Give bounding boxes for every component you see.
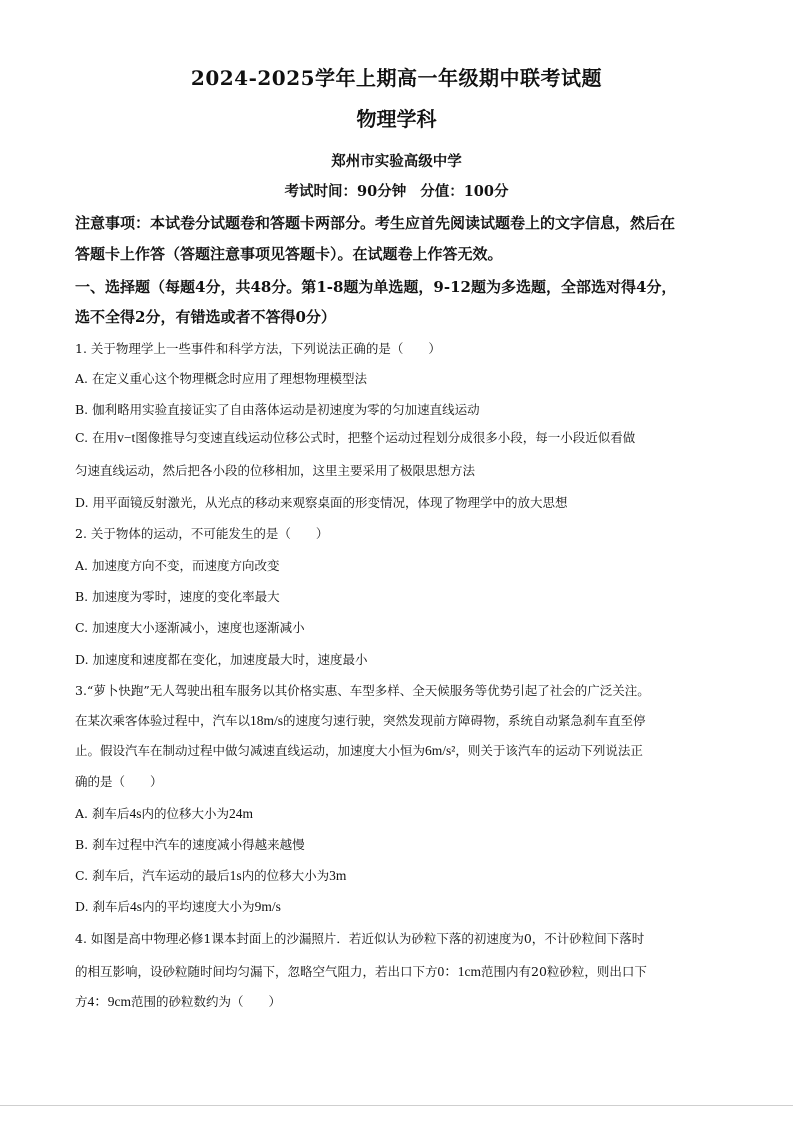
section-heading-line-1: 一、选择题（每题4分，共48分。第1-8题为单选题，9-12题为多选题，全部选对得4分， [75,278,677,296]
page-bottom-rule [0,1105,793,1106]
q3-option-a [75,804,253,822]
q3-accel-value: 6m/s² [425,743,456,758]
exam-time-info [0,180,793,201]
q1-option-c-pre: C. 在用 [75,430,118,445]
section-heading-line-2: 选不全得2分，有错选或者不答得0分） [75,308,336,326]
notice-line-2: 答题卡上作答（答题注意事项见答题卡）。在试题卷上作答无效。 [75,245,503,263]
subject-title: 物理学科 [356,107,437,131]
q4-stem-line-1: 4. 如图是高中物理必修1课本封面上的沙漏照片．若近似认为砂粒下落的初速度为0，不计砂粒间下落时 [75,931,645,946]
q4-range-1: 0：1cm [437,964,482,979]
q3-a-pre: A. 刹车后 [75,806,130,821]
q3-speed-value: 18m/s [250,713,284,728]
q3-line-2-post: 的速度匀速行驶，突然发现前方障碍物，系统自动紧急刹车直至停 [283,713,646,728]
q3-a-time: 4s [129,806,142,821]
q3-d-speed: 9m/s [254,899,281,914]
q3-d-pre: D. 刹车后 [75,899,131,914]
q4-stem-line-2 [75,960,647,980]
q1-option-a: A. 在定义重心这个物理概念时应用了理想物理模型法 [75,371,367,386]
q3-stem-line-1: 3.“萝卜快跑”无人驾驶出租车服务以其价格实惠、车型多样、全天候服务等优势引起了社会的广泛关注。 [75,683,650,698]
q4-stem-line-3 [75,990,281,1010]
school-name: 郑州市实验高级中学 [331,153,462,170]
q3-option-d [75,897,281,915]
q2-stem: 2. 关于物体的运动，不可能发生的是（ ） [75,526,329,541]
q3-c-pre: C. 刹车后，汽车运动的最后 [75,868,230,883]
q3-d-mid: 内的平均速度大小为 [142,899,255,914]
q4-line-3-pre: 方 [75,994,88,1009]
q2-option-c: C. 加速度大小逐渐减小，速度也逐渐减小 [75,620,305,635]
q3-c-mid: 内的位移大小为 [241,868,330,883]
q2-option-d: D. 加速度和速度都在变化，加速度最大时，速度最小 [75,652,368,667]
q3-stem-line-3 [75,741,643,759]
q3-line-2-pre: 在某次乘客体验过程中，汽车以 [75,713,251,728]
q3-option-c [75,866,346,884]
q1-option-c-line-2: 匀速直线运动，然后把各小段的位移相加，这里主要采用了极限思想方法 [75,463,476,478]
q3-a-mid: 内的位移大小为 [141,806,230,821]
q4-line-2-pre: 的相互影响，设砂粒随时间均匀漏下，忽略空气阻力，若出口下方 [75,964,438,979]
q1-option-b: B. 伽利略用实验直接证实了自由落体运动是初速度为零的匀加速直线运动 [75,402,480,417]
q3-stem-line-2 [75,711,646,729]
q1-stem: 1. 关于物理学上一些事件和科学方法，下列说法正确的是（ ） [75,341,441,356]
notice-line-1: 注意事项：本试卷分试题卷和答题卡两部分。考生应首先阅读试题卷上的文字信息，然后在 [75,214,676,232]
q4-line-3-post: 范围的砂粒数约为（ ） [131,994,282,1009]
q3-line-3-pre: 止。假设汽车在制动过程中做匀减速直线运动，加速度大小恒为 [75,743,426,758]
q3-d-time: 4s [130,899,143,914]
q3-a-distance: 24m [229,806,254,821]
q3-c-time: 1s [229,868,242,883]
exam-time: 考试时间：90分钟 [284,183,407,200]
q2-option-a: A. 加速度方向不变，而速度方向改变 [75,558,280,573]
q4-range-2: 4：9cm [87,994,132,1009]
q3-c-distance: 3m [329,868,347,883]
q4-line-2-post: 范围内有20粒砂粒，则出口下 [481,964,647,979]
q1-option-c-post: 图像推导匀变速直线运动位移公式时，把整个运动过程划分成很多小段，每一小段近似看做 [135,430,636,445]
exam-title: 2024-2025学年上期高一年级期中联考试题 [190,66,603,90]
q2-option-b: B. 加速度为零时，速度的变化率最大 [75,589,280,604]
q1-option-c [75,428,635,446]
exam-score: 分值：100分 [420,183,509,200]
q3-stem-line-4: 确的是（ ） [75,774,163,789]
q1-option-d: D. 用平面镜反射激光，从光点的移动来观察桌面的形变情况，体现了物理学中的放大思想 [75,495,568,510]
q1-option-c-math: v−t [117,430,136,445]
q3-option-b: B. 刹车过程中汽车的速度减小得越来越慢 [75,837,305,852]
q3-line-3-post: ，则关于该汽车的运动下列说法正 [455,743,643,758]
